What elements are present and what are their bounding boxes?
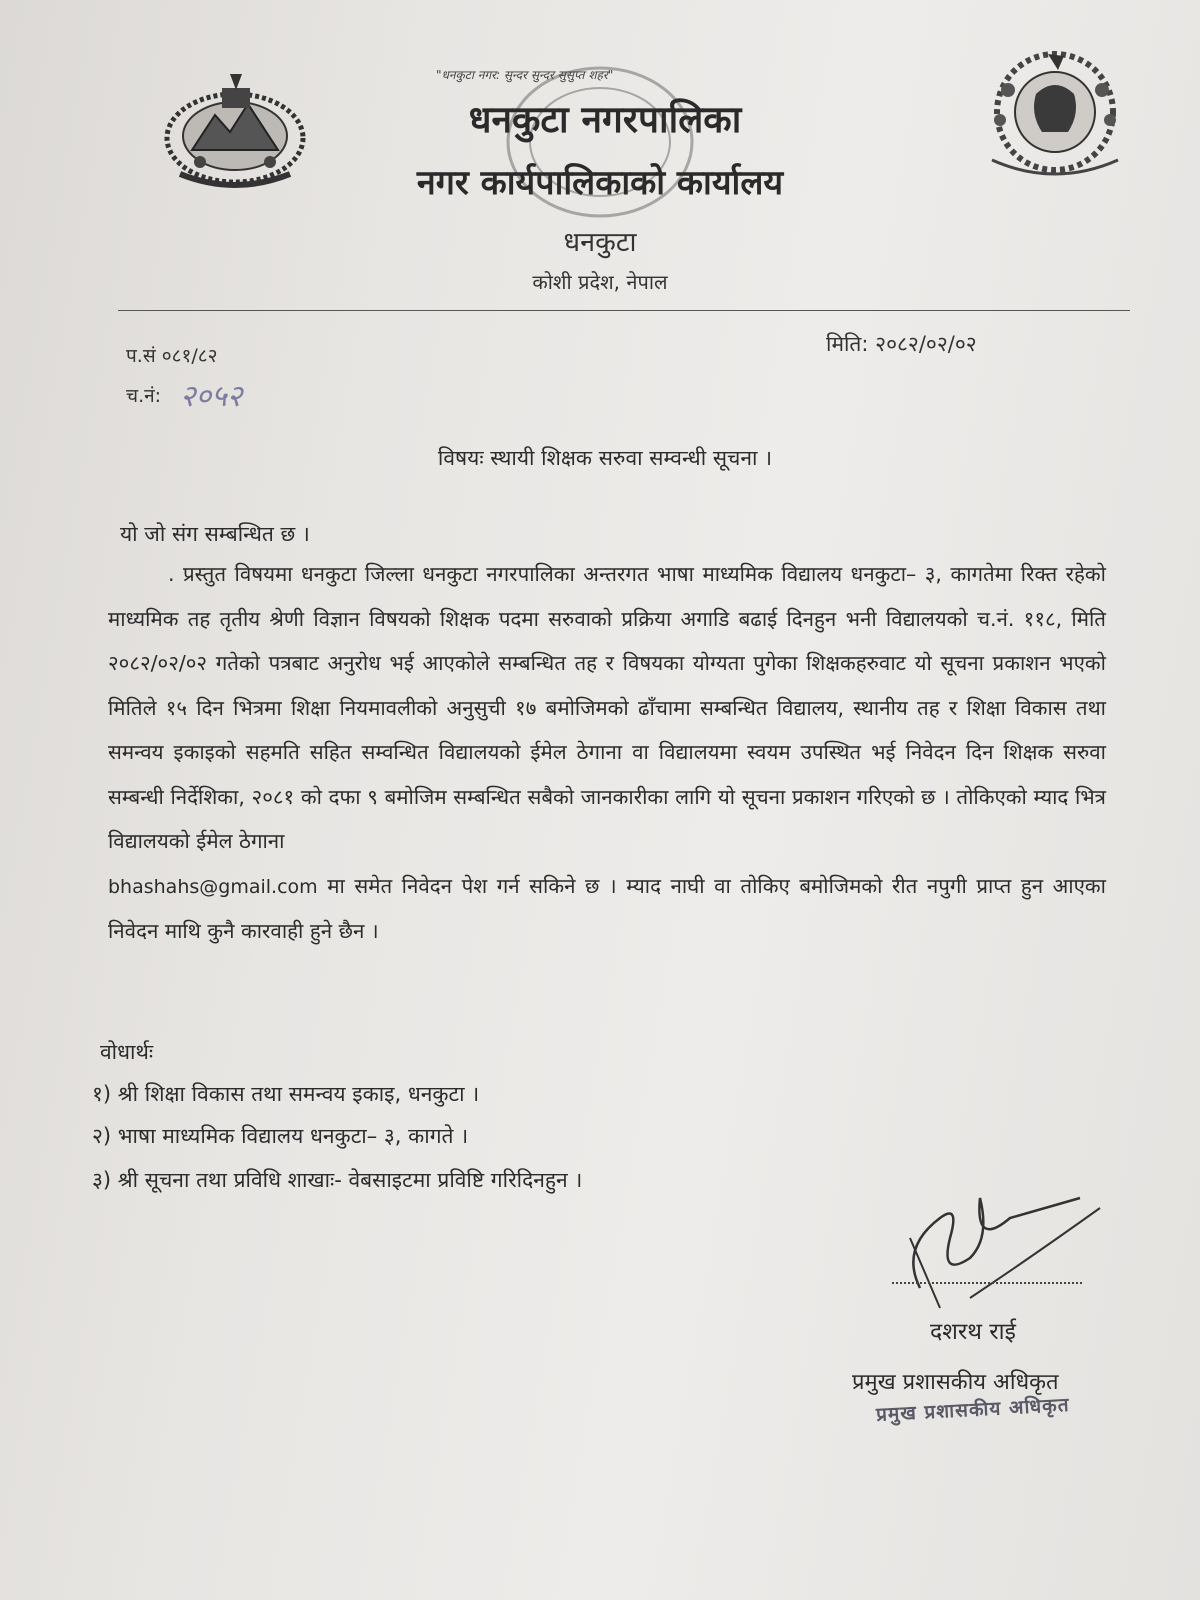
handwritten-signature-icon (880, 1178, 1130, 1328)
reference-number (126, 342, 218, 368)
office-name: नगर कार्यपालिकाको कार्यालय (416, 163, 784, 203)
dispatch-number-label: च.नं: (126, 385, 162, 407)
municipality-name: धनकुटा नगरपालिका (468, 98, 742, 141)
body-paragraph-end: मा समेत निवेदन पेश गर्न सकिने छ । म्याद नाघी वा तोकिए बमोजिमको रीत नपुगी प्राप्त हुन आएका निवेदन माथि कुनै कारवाही हुने छैन । (108, 873, 1106, 943)
school-email: bhashahs@gmail.com (108, 875, 318, 898)
date-label: मिति: (826, 332, 869, 356)
province-line: कोशी प्रदेश, नेपाल (532, 270, 668, 294)
cc-item: २) भाषा माध्यमिक विद्यालय धनकुटा– ३, कागते । (92, 1124, 469, 1148)
cc-item: ३) श्री सूचना तथा प्रविधि शाखाः- वेबसाइटमा प्रविष्टि गरिदिनहुन । (92, 1168, 583, 1192)
body-paragraph-start: . प्रस्तुत विषयमा धनकुटा जिल्ला धनकुटा नगरपालिका अन्तरगत भाषा माध्यमिक विद्यालय धनकुटा– ३, कागतेमा रिक्त रहेको माध्यमिक तह तृतीय श्रेणी विज्ञान विषयको शिक्षक पदमा सरुवाको प्रक्रिया अगाडि बढाई दिनहुन भनी विद्यालयको च.नं. ११८, मिति २०८२/०२/०२ गतेको पत्रबाट अनुरोध भई आएकोले सम्बन्धित तह र विषयका योग्यता पुगेका शिक्षकहरुवाट यो सूचना प्रकाशन भएको मितिले १५ दिन भित्रमा शिक्षा नियमावलीको अनुसुची १७ बमोजिमको ढाँचामा सम्बन्धित विद्यालय, स्थानीय तह र शिक्षा विकास तथा समन्वय इकाइको सहमति सहित सम्वन्धित विद्यालयको ईमेल ठेगाना वा विद्यालयमा स्वयम उपस्थित भई निवेदन दिन शिक्षक सरुवा सम्बन्धी निर्देशिका, २०८१ को दफा ९ बमोजिम सम्बन्धित सबैको जानकारीका लागि यो सूचना प्रकाशन गरिएको छ । तोकिएको म्याद भित्र विद्यालयको ईमेल ठेगाना (108, 562, 1106, 853)
cc-item: १) श्री शिक्षा विकास तथा समन्वय इकाइ, धनकुटा । (92, 1082, 480, 1106)
date-value: २०८२/०२/०२ (875, 332, 977, 356)
header-divider (118, 310, 1130, 311)
municipality-tagline: "धनकुटा नगर: सुन्दर सुन्दर सुसुप्त शहर" (436, 68, 614, 82)
cc-heading: वोधार्थः (100, 1040, 154, 1064)
dispatch-number-handwritten: २०५२ (180, 379, 243, 414)
reference-label: प.सं (126, 345, 156, 367)
city-name: धनकुटा (563, 227, 637, 258)
salutation: यो जो संग सम्बन्धित छ । (120, 522, 310, 546)
designation-stamp: प्रमुख प्रशासकीय अधिकृत (875, 1393, 1071, 1427)
reference-value: ०८१/८२ (161, 345, 218, 367)
letter-body (108, 552, 1106, 954)
letter-date (826, 330, 977, 358)
signature-line (892, 1282, 1082, 1284)
signatory-name: दशरथ राई (930, 1319, 1016, 1345)
letter-subject: विषयः स्थायी शिक्षक सरुवा सम्वन्धी सूचना । (437, 446, 773, 470)
signatory-designation: प्रमुख प्रशासकीय अधिकृत (852, 1370, 1059, 1395)
